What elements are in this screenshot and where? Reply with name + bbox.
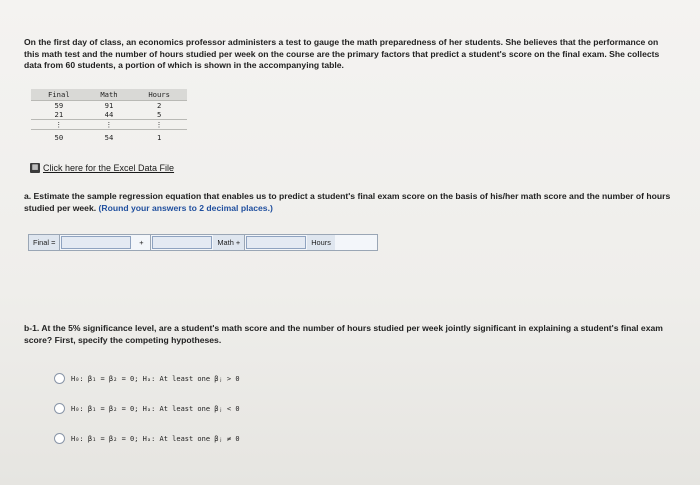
excel-link-label[interactable]: Click here for the Excel Data File: [43, 163, 175, 173]
table-cell: 1: [131, 130, 187, 143]
radio-button[interactable]: [54, 403, 65, 414]
table-cell: 91: [104, 101, 114, 110]
table-cell: 54: [87, 130, 132, 143]
table-cell: 2: [156, 101, 162, 110]
hypothesis-option-1[interactable]: [54, 373, 240, 384]
hypothesis-option-2[interactable]: [54, 403, 240, 414]
table-cell: 50: [31, 130, 87, 143]
problem-statement: On the first day of class, an economics professor administers a test to gauge the math preparedness of her students. She believes that the performance on this math test and the number of hours studied per week on the course are the primary factors that predict a student's score on the final exam. She collects data from 60 students, a portion of which is shown in the accompanying table.: [24, 37, 660, 71]
hours-label: Hours: [307, 235, 335, 250]
radio-button[interactable]: [54, 433, 65, 444]
column-header-hours: Hours: [131, 89, 187, 101]
hypothesis-label: H₀: β₁ = β₂ = 0; Hₐ: At least one βⱼ > 0: [71, 374, 240, 383]
math-label: Math +: [213, 235, 245, 250]
regression-equation-row: [28, 234, 378, 251]
data-table: [31, 89, 187, 142]
part-a-text: Estimate the sample regression equation that enables us to predict a student's final exam score on the basis of his/her math score and the number of hours studied per week.: [24, 191, 671, 213]
column-header-final: Final: [31, 89, 87, 101]
column-header-math: Math: [87, 89, 132, 101]
part-a-rounding-note: (Round your answers to 2 decimal places.): [96, 202, 273, 213]
part-a-question: [24, 191, 674, 214]
table-row: [31, 110, 187, 120]
table-cell: ⋮: [155, 120, 163, 129]
plus-sign: +: [132, 235, 151, 250]
table-cell: 44: [87, 110, 132, 120]
table-cell: ⋮: [55, 120, 63, 129]
final-label: Final =: [29, 235, 60, 250]
part-b1-question: b-1. At the 5% significance level, are a student's math score and the number of hours studied per week jointly significant in explaining a student's final exam score? First, specify the competing hypotheses.: [24, 323, 663, 345]
table-cell: 5: [131, 110, 187, 120]
hypothesis-label: H₀: β₁ = β₂ = 0; Hₐ: At least one βⱼ ≠ 0: [71, 434, 240, 443]
table-row: [31, 130, 187, 143]
table-row-ellipsis: [31, 120, 187, 130]
excel-file-icon: ▦: [31, 164, 39, 171]
hypothesis-label: H₀: β₁ = β₂ = 0; Hₐ: At least one βⱼ < 0: [71, 404, 240, 413]
table-header-row: [31, 89, 187, 101]
hours-coefficient-input[interactable]: [246, 236, 306, 249]
table-cell: 59: [54, 101, 64, 110]
intercept-input[interactable]: [61, 236, 131, 249]
part-a-prefix: a.: [24, 191, 32, 201]
table-cell: 21: [31, 110, 87, 120]
hypothesis-option-3[interactable]: [54, 433, 240, 444]
excel-data-link[interactable]: [30, 163, 174, 173]
math-coefficient-input[interactable]: [152, 236, 212, 249]
radio-button[interactable]: [54, 373, 65, 384]
table-cell: ⋮: [105, 120, 113, 129]
table-row: [31, 101, 187, 111]
